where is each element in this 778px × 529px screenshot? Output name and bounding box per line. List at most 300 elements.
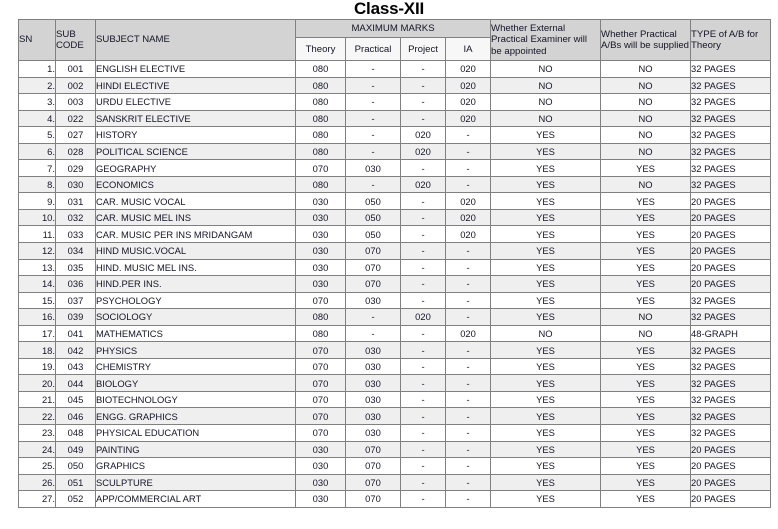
table-row[interactable]	[19, 375, 771, 392]
cell-practical: 070	[346, 474, 401, 491]
cell-sn: 14.	[19, 276, 56, 293]
cell-external: NO	[491, 325, 601, 342]
cell-abs: NO	[601, 325, 691, 342]
cell-sn: 18.	[19, 342, 56, 359]
cell-project: -	[401, 391, 446, 408]
cell-external: YES	[491, 375, 601, 392]
cell-project: -	[401, 325, 446, 342]
cell-abs: YES	[601, 474, 691, 491]
cell-abs: YES	[601, 458, 691, 475]
cell-abs: NO	[601, 143, 691, 160]
cell-abs: YES	[601, 243, 691, 260]
cell-external: YES	[491, 209, 601, 226]
cell-type: 20 PAGES	[691, 276, 771, 293]
cell-abs: YES	[601, 342, 691, 359]
table-row[interactable]	[19, 292, 771, 309]
cell-sn: 3.	[19, 94, 56, 111]
cell-abs: YES	[601, 408, 691, 425]
header-theory: Theory	[296, 38, 346, 61]
cell-ia: -	[446, 441, 491, 458]
cell-type: 32 PAGES	[691, 375, 771, 392]
cell-practical: 030	[346, 292, 401, 309]
cell-project: -	[401, 160, 446, 177]
cell-external: YES	[491, 441, 601, 458]
cell-type: 32 PAGES	[691, 94, 771, 111]
cell-subject: HIND MUSIC.VOCAL	[96, 243, 296, 260]
cell-sn: 13.	[19, 259, 56, 276]
cell-sn: 5.	[19, 127, 56, 144]
cell-project: -	[401, 226, 446, 243]
cell-practical: -	[346, 176, 401, 193]
cell-sub-code: 032	[56, 209, 96, 226]
table-row[interactable]	[19, 441, 771, 458]
cell-sub-code: 030	[56, 176, 96, 193]
cell-practical: 070	[346, 491, 401, 508]
cell-sub-code: 049	[56, 441, 96, 458]
cell-sn: 2.	[19, 77, 56, 94]
cell-sub-code: 022	[56, 110, 96, 127]
cell-theory: 030	[296, 458, 346, 475]
cell-ia: -	[446, 491, 491, 508]
cell-practical: 030	[346, 342, 401, 359]
cell-external: NO	[491, 77, 601, 94]
cell-theory: 070	[296, 408, 346, 425]
cell-project: -	[401, 408, 446, 425]
subjects-table	[18, 19, 771, 508]
cell-ia: -	[446, 243, 491, 260]
cell-subject: HINDI ELECTIVE	[96, 77, 296, 94]
cell-type: 32 PAGES	[691, 342, 771, 359]
cell-theory: 030	[296, 491, 346, 508]
cell-theory: 080	[296, 110, 346, 127]
cell-abs: YES	[601, 441, 691, 458]
cell-theory: 030	[296, 259, 346, 276]
cell-project: -	[401, 61, 446, 78]
header-type-ab: TYPE of A/B for Theory	[691, 20, 771, 61]
cell-subject: CHEMISTRY	[96, 358, 296, 375]
cell-sub-code: 051	[56, 474, 96, 491]
cell-practical: 030	[346, 358, 401, 375]
cell-abs: YES	[601, 358, 691, 375]
cell-subject: APP/COMMERCIAL ART	[96, 491, 296, 508]
cell-project: -	[401, 358, 446, 375]
cell-type: 20 PAGES	[691, 226, 771, 243]
cell-sub-code: 002	[56, 77, 96, 94]
cell-type: 32 PAGES	[691, 425, 771, 442]
cell-sn: 26.	[19, 474, 56, 491]
cell-sub-code: 048	[56, 425, 96, 442]
header-subject-name: SUBJECT NAME	[96, 20, 296, 61]
cell-project: -	[401, 193, 446, 210]
cell-external: YES	[491, 127, 601, 144]
cell-type: 20 PAGES	[691, 441, 771, 458]
cell-project: 020	[401, 309, 446, 326]
cell-external: NO	[491, 61, 601, 78]
cell-subject: HIND. MUSIC MEL INS.	[96, 259, 296, 276]
cell-project: -	[401, 259, 446, 276]
cell-project: -	[401, 474, 446, 491]
cell-ia: 020	[446, 193, 491, 210]
cell-theory: 070	[296, 358, 346, 375]
table-row[interactable]	[19, 77, 771, 94]
cell-external: YES	[491, 391, 601, 408]
cell-subject: MATHEMATICS	[96, 325, 296, 342]
header-project: Project	[401, 38, 446, 61]
cell-subject: ENGLISH ELECTIVE	[96, 61, 296, 78]
cell-sub-code: 031	[56, 193, 96, 210]
cell-ia: -	[446, 474, 491, 491]
cell-theory: 030	[296, 226, 346, 243]
cell-practical: 030	[346, 408, 401, 425]
cell-ia: -	[446, 342, 491, 359]
cell-sub-code: 037	[56, 292, 96, 309]
cell-ia: -	[446, 458, 491, 475]
cell-theory: 070	[296, 160, 346, 177]
cell-practical: 050	[346, 209, 401, 226]
cell-ia: 020	[446, 209, 491, 226]
cell-abs: YES	[601, 292, 691, 309]
table-row[interactable]	[19, 408, 771, 425]
header-sub-code: SUB CODE	[56, 20, 96, 61]
cell-theory: 080	[296, 77, 346, 94]
cell-sn: 16.	[19, 309, 56, 326]
cell-ia: -	[446, 143, 491, 160]
cell-sub-code: 042	[56, 342, 96, 359]
table-row[interactable]	[19, 391, 771, 408]
table-row[interactable]	[19, 342, 771, 359]
cell-sn: 11.	[19, 226, 56, 243]
cell-type: 48-GRAPH	[691, 325, 771, 342]
table-row[interactable]	[19, 127, 771, 144]
table-row[interactable]	[19, 309, 771, 326]
cell-theory: 080	[296, 176, 346, 193]
cell-type: 32 PAGES	[691, 408, 771, 425]
cell-abs: YES	[601, 193, 691, 210]
table-row[interactable]	[19, 176, 771, 193]
cell-practical: 030	[346, 160, 401, 177]
cell-project: -	[401, 110, 446, 127]
cell-sn: 7.	[19, 160, 56, 177]
cell-theory: 080	[296, 325, 346, 342]
cell-type: 32 PAGES	[691, 176, 771, 193]
cell-sub-code: 035	[56, 259, 96, 276]
cell-abs: NO	[601, 77, 691, 94]
cell-subject: HIND.PER INS.	[96, 276, 296, 293]
cell-external: YES	[491, 292, 601, 309]
cell-type: 20 PAGES	[691, 474, 771, 491]
table-row[interactable]	[19, 243, 771, 260]
cell-theory: 080	[296, 143, 346, 160]
cell-ia: -	[446, 160, 491, 177]
cell-abs: NO	[601, 94, 691, 111]
cell-project: 020	[401, 143, 446, 160]
cell-ia: -	[446, 375, 491, 392]
table-row[interactable]	[19, 209, 771, 226]
cell-ia: -	[446, 276, 491, 293]
table-row[interactable]	[19, 358, 771, 375]
cell-sn: 23.	[19, 425, 56, 442]
cell-practical: -	[346, 127, 401, 144]
cell-type: 32 PAGES	[691, 309, 771, 326]
cell-external: NO	[491, 94, 601, 111]
cell-practical: -	[346, 110, 401, 127]
cell-external: YES	[491, 176, 601, 193]
cell-type: 32 PAGES	[691, 127, 771, 144]
cell-practical: 030	[346, 425, 401, 442]
cell-sub-code: 029	[56, 160, 96, 177]
cell-sub-code: 003	[56, 94, 96, 111]
cell-ia: 020	[446, 61, 491, 78]
header-sn: SN	[19, 20, 56, 61]
cell-theory: 030	[296, 193, 346, 210]
cell-sn: 8.	[19, 176, 56, 193]
cell-type: 20 PAGES	[691, 193, 771, 210]
table-header	[19, 20, 771, 61]
cell-abs: YES	[601, 391, 691, 408]
cell-project: -	[401, 441, 446, 458]
cell-sn: 1.	[19, 61, 56, 78]
cell-subject: ENGG. GRAPHICS	[96, 408, 296, 425]
cell-ia: -	[446, 425, 491, 442]
cell-type: 32 PAGES	[691, 358, 771, 375]
cell-subject: CAR. MUSIC PER INS MRIDANGAM	[96, 226, 296, 243]
cell-ia: -	[446, 127, 491, 144]
header-practical-abs: Whether Practical A/Bs will be supplied	[601, 20, 691, 61]
cell-abs: NO	[601, 110, 691, 127]
cell-external: YES	[491, 160, 601, 177]
table-row[interactable]	[19, 160, 771, 177]
table-row[interactable]	[19, 94, 771, 111]
cell-type: 20 PAGES	[691, 259, 771, 276]
table-row[interactable]	[19, 226, 771, 243]
table-row[interactable]	[19, 474, 771, 491]
cell-theory: 030	[296, 474, 346, 491]
table-row[interactable]	[19, 425, 771, 442]
cell-abs: YES	[601, 160, 691, 177]
cell-sub-code: 052	[56, 491, 96, 508]
cell-practical: 070	[346, 243, 401, 260]
cell-abs: NO	[601, 309, 691, 326]
cell-type: 32 PAGES	[691, 143, 771, 160]
cell-external: YES	[491, 193, 601, 210]
cell-ia: -	[446, 408, 491, 425]
table-row[interactable]	[19, 458, 771, 475]
cell-external: YES	[491, 259, 601, 276]
cell-theory: 030	[296, 276, 346, 293]
cell-sub-code: 039	[56, 309, 96, 326]
header-practical: Practical	[346, 38, 401, 61]
cell-ia: -	[446, 292, 491, 309]
cell-subject: SCULPTURE	[96, 474, 296, 491]
cell-ia: 020	[446, 94, 491, 111]
cell-external: YES	[491, 143, 601, 160]
cell-project: -	[401, 491, 446, 508]
cell-ia: 020	[446, 110, 491, 127]
cell-type: 32 PAGES	[691, 110, 771, 127]
cell-external: YES	[491, 458, 601, 475]
cell-abs: YES	[601, 226, 691, 243]
cell-external: YES	[491, 276, 601, 293]
cell-type: 32 PAGES	[691, 77, 771, 94]
cell-sub-code: 050	[56, 458, 96, 475]
cell-abs: YES	[601, 276, 691, 293]
cell-practical: 070	[346, 441, 401, 458]
table-row[interactable]	[19, 259, 771, 276]
cell-abs: NO	[601, 61, 691, 78]
cell-theory: 070	[296, 375, 346, 392]
header-row-primary	[19, 20, 771, 38]
cell-sn: 25.	[19, 458, 56, 475]
table-row[interactable]	[19, 193, 771, 210]
cell-theory: 080	[296, 61, 346, 78]
cell-abs: YES	[601, 375, 691, 392]
cell-ia: -	[446, 176, 491, 193]
cell-practical: 050	[346, 193, 401, 210]
cell-practical: 070	[346, 259, 401, 276]
cell-ia: -	[446, 309, 491, 326]
cell-practical: -	[346, 309, 401, 326]
cell-type: 20 PAGES	[691, 209, 771, 226]
table-row[interactable]	[19, 143, 771, 160]
cell-sn: 22.	[19, 408, 56, 425]
cell-sn: 20.	[19, 375, 56, 392]
cell-subject: PHYSICAL EDUCATION	[96, 425, 296, 442]
cell-type: 20 PAGES	[691, 243, 771, 260]
cell-external: NO	[491, 110, 601, 127]
cell-subject: PSYCHOLOGY	[96, 292, 296, 309]
cell-ia: -	[446, 358, 491, 375]
cell-sn: 21.	[19, 391, 56, 408]
cell-practical: 070	[346, 276, 401, 293]
page-title: Class-XII	[353, 0, 424, 18]
cell-sub-code: 033	[56, 226, 96, 243]
cell-theory: 030	[296, 441, 346, 458]
cell-sub-code: 027	[56, 127, 96, 144]
cell-project: -	[401, 425, 446, 442]
cell-subject: BIOLOGY	[96, 375, 296, 392]
cell-subject: SOCIOLOGY	[96, 309, 296, 326]
cell-subject: PHYSICS	[96, 342, 296, 359]
header-ia: IA	[446, 38, 491, 61]
cell-external: YES	[491, 309, 601, 326]
cell-project: -	[401, 342, 446, 359]
cell-external: YES	[491, 342, 601, 359]
cell-external: YES	[491, 408, 601, 425]
cell-theory: 080	[296, 127, 346, 144]
cell-ia: -	[446, 391, 491, 408]
cell-subject: GEOGRAPHY	[96, 160, 296, 177]
cell-project: -	[401, 375, 446, 392]
cell-abs: NO	[601, 176, 691, 193]
cell-sn: 4.	[19, 110, 56, 127]
cell-sub-code: 043	[56, 358, 96, 375]
cell-type: 32 PAGES	[691, 391, 771, 408]
cell-external: YES	[491, 491, 601, 508]
table-row[interactable]	[19, 325, 771, 342]
cell-theory: 080	[296, 94, 346, 111]
cell-subject: URDU ELECTIVE	[96, 94, 296, 111]
cell-project: -	[401, 77, 446, 94]
cell-ia: 020	[446, 325, 491, 342]
cell-type: 32 PAGES	[691, 292, 771, 309]
cell-subject: HISTORY	[96, 127, 296, 144]
cell-project: -	[401, 94, 446, 111]
cell-subject: GRAPHICS	[96, 458, 296, 475]
table-body	[19, 61, 771, 508]
cell-sub-code: 036	[56, 276, 96, 293]
cell-external: YES	[491, 358, 601, 375]
cell-subject: BIOTECHNOLOGY	[96, 391, 296, 408]
cell-theory: 030	[296, 209, 346, 226]
table-row[interactable]	[19, 61, 771, 78]
cell-theory: 030	[296, 243, 346, 260]
cell-subject: SANSKRIT ELECTIVE	[96, 110, 296, 127]
cell-sub-code: 034	[56, 243, 96, 260]
cell-sn: 12.	[19, 243, 56, 260]
cell-ia: -	[446, 259, 491, 276]
cell-abs: NO	[601, 127, 691, 144]
cell-practical: -	[346, 94, 401, 111]
cell-external: YES	[491, 474, 601, 491]
table-row[interactable]	[19, 276, 771, 293]
cell-subject: CAR. MUSIC VOCAL	[96, 193, 296, 210]
cell-subject: CAR. MUSIC MEL INS	[96, 209, 296, 226]
cell-theory: 070	[296, 425, 346, 442]
cell-subject: POLITICAL SCIENCE	[96, 143, 296, 160]
cell-theory: 070	[296, 391, 346, 408]
cell-sub-code: 028	[56, 143, 96, 160]
table-row[interactable]	[19, 110, 771, 127]
cell-practical: 050	[346, 226, 401, 243]
cell-theory: 070	[296, 342, 346, 359]
cell-project: -	[401, 458, 446, 475]
cell-practical: -	[346, 61, 401, 78]
header-maximum-marks: MAXIMUM MARKS	[296, 20, 491, 38]
table-row[interactable]	[19, 491, 771, 508]
cell-subject: PAINTING	[96, 441, 296, 458]
cell-abs: YES	[601, 209, 691, 226]
cell-abs: YES	[601, 491, 691, 508]
cell-type: 20 PAGES	[691, 491, 771, 508]
cell-practical: -	[346, 77, 401, 94]
cell-sn: 19.	[19, 358, 56, 375]
cell-project: -	[401, 276, 446, 293]
cell-abs: YES	[601, 259, 691, 276]
cell-external: YES	[491, 226, 601, 243]
cell-ia: 020	[446, 77, 491, 94]
cell-sn: 15.	[19, 292, 56, 309]
cell-project: 020	[401, 176, 446, 193]
cell-sn: 17.	[19, 325, 56, 342]
cell-sn: 27.	[19, 491, 56, 508]
cell-practical: -	[346, 143, 401, 160]
subjects-table-container	[18, 19, 770, 508]
cell-sub-code: 045	[56, 391, 96, 408]
cell-sn: 24.	[19, 441, 56, 458]
cell-type: 20 PAGES	[691, 458, 771, 475]
cell-practical: 030	[346, 375, 401, 392]
cell-ia: 020	[446, 226, 491, 243]
cell-sub-code: 046	[56, 408, 96, 425]
cell-type: 32 PAGES	[691, 160, 771, 177]
cell-theory: 070	[296, 292, 346, 309]
cell-theory: 080	[296, 309, 346, 326]
cell-sub-code: 044	[56, 375, 96, 392]
cell-sn: 9.	[19, 193, 56, 210]
cell-external: YES	[491, 243, 601, 260]
cell-practical: 030	[346, 391, 401, 408]
cell-sub-code: 041	[56, 325, 96, 342]
